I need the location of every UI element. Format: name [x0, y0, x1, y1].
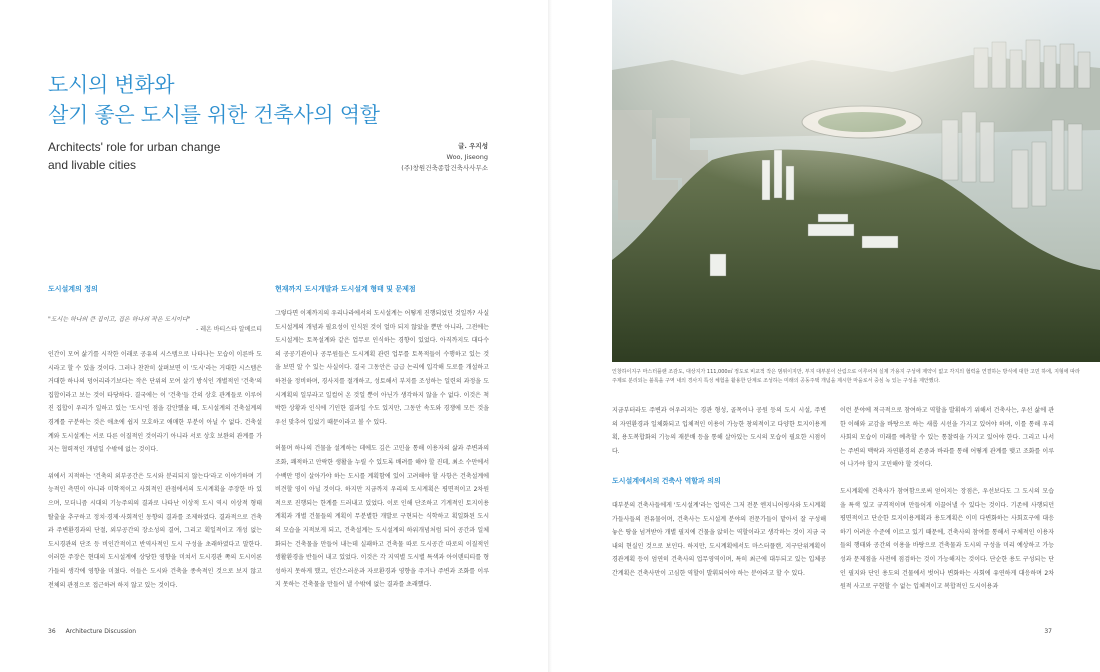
body-paragraph: 인간이 모여 삶기를 시작한 이래로 공유의 시스템으로 나타나는 모습이 이른바 도시라고 할 수 있을 것이다. 그러나 찬찬히 살펴보면 이 '도시'라는 거대한 시스템은 거대한 하나의 덩어리라기보다는 작은 단위의 모여 살기 방식인 개별적인 '건축'의 집합이라고 보는 것이 타당하다. 결국에는 이 '건축'들 간의 상호 관계들로 이루어진 집합이 우리가 일하고 있는 '도시'인 점을 감안했을 때, 도시설계의 건축설계의 경계를 구분하는 것은 애초에 쉽지 모호하고 애매한 부분이 아닐 수 없다. 건축설계와 도시설계는 서로 다른 이질적인 것이라기 아니라 서로 상호 보완의 관계를 가지는 협력적인 개념일 수밖에 없는 것이다.: [48, 351, 262, 454]
body-paragraph: 지금부터라도 주변과 어우러지는 경관 형성, 골목이나 공원 등의 도시 시설, 주변의 자연환경과 일체화되고 입체적인 이용이 가능한 창의적이고 다양한 토지이용계획, 용도복합화의 기능의 재분배 등을 통해 살아있는 도시의 모습이 필요한 시점이다.: [612, 407, 826, 455]
title-line: 살기 좋은 도시를 위한 건축사의 역할: [48, 103, 380, 127]
body-paragraph: 그렇다면 이제까지의 우리나라에서의 도시설계는 어떻게 진행되었던 것일까? 사실 도시설계의 개념과 필요성이 인식된 것이 얼마 되지 않았을 뿐만 아니라, 그전에는 도시설계는 토목설계와 같은 업무로 인식하는 경향이 있었다. 아직까지도 대다수의 공공기관이나 공무원들은 도시계획 관련 업무를 토목적들이 수행하고 있는 것을 보면 알 수 있는 사실이다. 결국 그동안은 급급 논리에 입각해 도로를 개설하고 하천을 정비하며, 경사지를 절개하고, 성토해서 부지를 조성하는 일련의 과정을 도시계획의 일부라고 일컬어 온 것일 뿐이 아닌가 생각하지 않을 수 없다. 이것은 척박한 상황과 인식에 기인한 결과일 수도 있지만, 그동안 속도와 경쟁에 모든 것을 우선 맞추어 입었기 때문이라고 볼 수 있다.: [275, 310, 489, 426]
body-column-4: [840, 404, 1054, 609]
photo-caption: 인창하이지구 마스터플랜 조감도, 대상지가 111,000㎡ 정도로 비교적 작은 범위이지만, 부지 대부분이 산림으로 이루어져 실제 가용지 구성에 제약이 없고 각지의 협력을 연결하는 방식에 대한 고민 하에, 지형에 따라 주제로 분리되는 블록을 구역 내의 경사지 특성 체험을 활용한 단계로 조성하는 미래의 공동주택 개념을 제시한 마을로서 중심 녹 있는 구성을 제안했다.: [612, 369, 1080, 384]
page-number: 36: [48, 628, 56, 635]
page-number: 37: [1044, 628, 1052, 635]
epigraph-quote: "도시는 하나의 큰 집이고, 집은 하나의 작은 도시이다": [48, 316, 191, 323]
spread-gutter: [548, 0, 552, 672]
subtitle-line: and livable cities: [48, 158, 137, 172]
title-line: 도시의 변화와: [48, 73, 175, 97]
english-subtitle: [48, 138, 220, 174]
epigraph-source: - 레온 바티스타 알베르티: [196, 326, 262, 333]
page-footer-left: [48, 628, 136, 635]
body-column-1: [48, 348, 262, 608]
magazine-section-label: Architecture Discussion: [65, 628, 137, 635]
body-paragraph: 이런 분야에 적극적으로 참여하고 역할을 발휘하기 위해서 건축사는, 우선 삶에 관한 이해와 교감을 바탕으로 하는 새롭 시선을 가지고 있어야 하며, 이를 통해 우리 사회의 모습이 미래를 예측할 수 있는 통찰력을 가지고 있어야 한다. 그리고 나서는 주변의 맥락과 자연환경의 존중과 바라를 통해 어떻게 관계를 맺고 조화를 이루어 나가야 할지 고민해야 할 것이다.: [840, 407, 1054, 469]
body-column-2: [275, 307, 489, 607]
section-heading-current-problems: 현재까지 도시개발과 도시설계 형태 및 문제점: [275, 285, 416, 293]
right-page: [550, 0, 1100, 672]
article-title: [48, 70, 380, 130]
author-romanized: Woo, Jiseong: [446, 153, 488, 161]
body-paragraph: 도시계획에 건축사가 참여함으로써 얻어지는 장점은, 우선보다도 그 도시의 모습을 특색 있고 규격적이며 만들어게 이끌어낼 수 있다는 것이다. 기존에 사행되던 평면적이고 단순한 토지이용계획과 용도계획은 이미 다변화하는 사회흐구에 대응하기 어려운 수준에 이르고 있기 때문에, 건축사의 참여를 통해서 구체적인 이용자들의 행태와 공간의 이용을 바탕으로 건축물과 도시의 구성을 미리 예상하고 가능성과 문제점을 사전에 점검하는 것이 가능해지는 것이다. 단순한 용도 구성되는 단인 필지와 단인 용도의 건물에서 벗어나 변화하는 사회에 유연하게 대응하며 2차원적 사고로 구현할 수 없는 입체적이고 복합적인 도시이용과: [840, 487, 1054, 591]
aerial-masterplan-rendering: [612, 0, 1100, 362]
section-heading-urban-design-definition: 도시설계의 정의: [48, 285, 98, 293]
body-paragraph: 대부분의 건축사들에게 '도시설계'라는 업역은 그저 전문 엔지니어링사와 도시계획가들사들의 전유물이며, 건축사는 도시설계 분야의 전문가들이 맡아서 잘 구성해 놓은 땅을 넘겨받아 개별 필지에 건물을 앉히는 역할이라고 생각하는 것이 지금 국내의 현실인 것으로 보인다. 하지만, 도시계획에서도 마스터플랜, 지구단위계획이 경관계획 등이 엄연히 건축사의 업무영역이며, 특히 최근에 대두되고 있는 입체공간계획은 건축사만이 고심한 역할이 발휘되어야 하는 분야라고 할 수 있다.: [612, 502, 826, 577]
subtitle-line: Architects' role for urban change: [48, 140, 221, 154]
author-affiliation: (주)창원건축종합건축사사무소: [401, 164, 488, 172]
body-paragraph: 위에서 지적하는 '건축의 외부공간은 도시와 분리되지 않는다'라고 이야기하며 기능적인 측면이 아니라 미학적이고 사회적인 관점에서의 도시계획을 주장한 바 있으며, 모더니즘 시대의 기능주의의 결과로 나타난 이상적 도시 역시 이상적 형태 탈출을 추구하고 정치·경제·사회적인 동향의 결과를 조제하였다. 결과적으로 건축과 주변환경과의 단절, 외부공간의 장소성의 결여, 그리고 획일적이고 개성 없는 도시경관의 단조 등 비인간적이고 반역사적인 도시 구성을 초래하였다고 말한다. 이러한 주장은 현대의 도시설계에 상당한 영향을 미쳐서 도시경관 쪽의 도시이론가들의 생각에 영향을 미쳤다. 이들은 도시와 건축을 종속적인 것으로 보지 않고 전체의 관점으로 접근하려 하지 않고 있는 것이다.: [48, 472, 262, 589]
section-heading-architect-role: 도시설계에서의 건축사 역할과 의의: [612, 477, 721, 485]
author-byline: [401, 141, 488, 174]
body-paragraph: 허물며 하나의 건물을 설계하는 데에도 깊은 고민을 통해 이용자의 삶과 주변과의 조화, 쾌적하고 안락한 생활을 누릴 수 있도록 배려를 해야 할 진데, 최소 수만에서 수백만 명이 살아가야 하는 도시를 계획함에 있어 고려해야 할 사항은 건축설계에 비견할 영이 아닐 것이다. 하지만 지금까지 우리의 도시계획은 평면적이고 2차원적으로 진행되는 한계를 드러내고 있었다. 이로 인해 단조하고 기계적인 토지이용계획과 개별 건물들의 계획이 무분별한 개발로 구현되는 식학하고 획일화된 도시의 모습을 지적보게 되고, 건축설계는 도시설계의 하위개념처럼 되어 공간과 일체화되는 건축물을 만들어 내는데 실패하고 건축물 따로 도시공간 따로의 이질적인 생활환경을 반들어 내고 있었다. 이것은 각 지역별 도시별 특색과 아이덴티티를 형성하지 못하게 했고, 인간스러운과 자로환경과 영향을 주거나 주변과 조화를 이루지 못하는 건축물을 만들어 낼 수밖에 없는 결과를 초래했다.: [275, 445, 489, 589]
author-name: 글. 우지성: [458, 142, 488, 150]
body-column-3-continued: [612, 499, 826, 609]
aerial-photo-illustration: [612, 0, 1100, 362]
